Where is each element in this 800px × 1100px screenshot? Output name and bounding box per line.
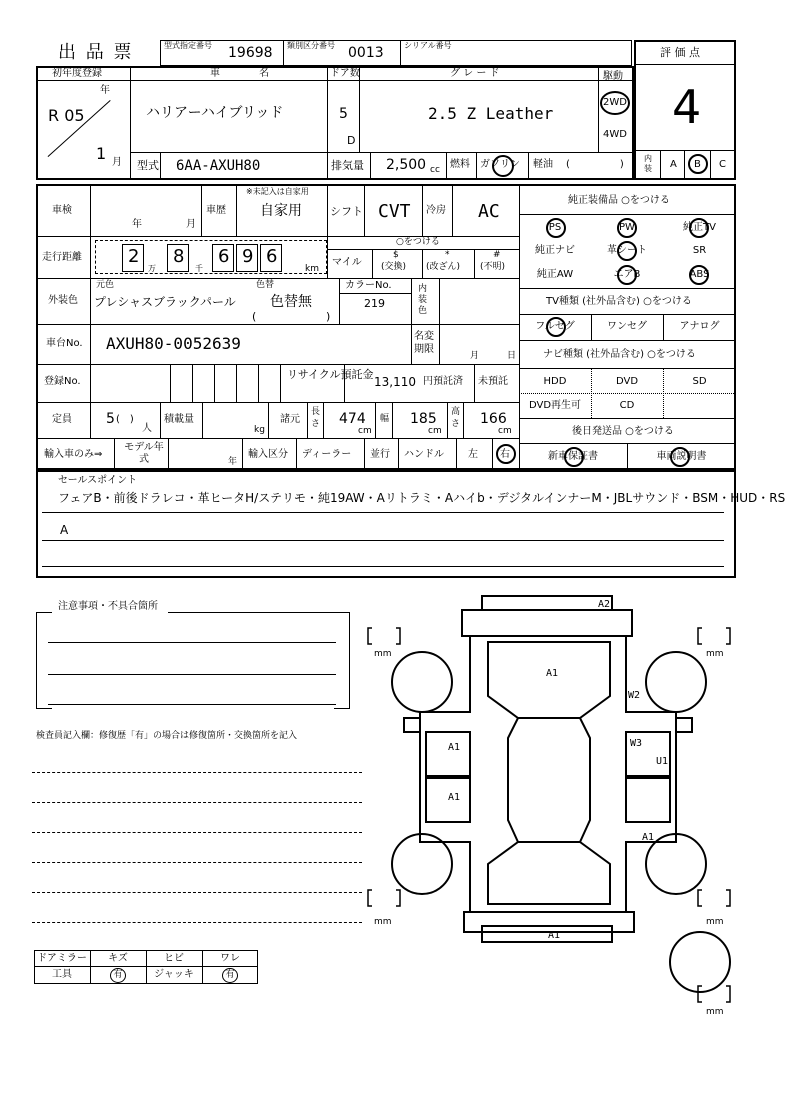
mileage-man: 万 [148,264,156,273]
recolor-label: 色替 [256,280,275,290]
name-change-day: 日 [507,351,517,361]
tv-fullseg: フルセグ [535,321,575,332]
docs-warranty: 新車保証書 [548,451,598,462]
mm-label-front-right: mm [706,649,724,659]
doors-sub: D [347,134,356,147]
mm-label-front-left: mm [374,649,392,659]
mirror-right [676,718,692,732]
reg-year: R 05 [48,106,85,125]
capacity-unit: 人 [142,423,152,434]
navi-title: ナビ種類 (社外品含む) ○をつける [543,349,696,360]
legend-break: ワレ [220,953,240,964]
model-year-unit: 年 [228,457,238,467]
interior-b: B [694,159,701,170]
grade-value: 2.5 Z Leather [428,104,554,123]
mileage-check-label: ○をつける [396,237,440,247]
mileage-mile: マイル [332,257,362,268]
recycle-label: リサイクル預託金 [287,368,374,381]
rear-bumper-lower [482,926,612,942]
equip-leather: 革シート [607,245,647,256]
interior-color-label: 内装色 [418,284,428,316]
interior-c: C [719,159,726,170]
chassis-label: 車台No. [46,338,83,349]
height-label: 高さ [451,407,461,429]
capacity-label: 定員 [52,414,72,425]
type-no-value: 19698 [228,45,273,61]
name-change-month: 月 [470,351,480,361]
mileage-digit: 8 [173,246,185,267]
sales-line-2: A [60,523,69,537]
cc-unit: cc [430,165,440,175]
sales-label: セールスポイント [58,475,138,486]
size-label: 諸元 [280,414,300,425]
doors-label: ドア数 [330,68,360,79]
drive-2wd-circle [600,91,630,115]
original-color-label: 元色 [96,280,115,290]
legend-crack: ヒビ [164,953,184,964]
inspection-month-unit: 月 [186,219,196,230]
tv-analog: アナログ [679,321,720,332]
shift-value: CVT [378,201,411,222]
docs-manual: 車両説明書 [656,451,707,462]
fuel-paren: ( ) [566,159,624,170]
equip-abs: ABS [689,269,710,280]
caution-label: 注意事項・不具合箇所 [58,601,158,612]
trunk-panel [488,842,610,904]
import-dealer: ディーラー [302,449,352,460]
handle-left: 左 [468,449,478,460]
car-damage-diagram [360,592,740,1022]
equip-tv: 純正TV [683,222,716,233]
legend-door-mirror: ドアミラー [37,953,87,964]
first-reg-label: 初年度登録 [52,68,102,79]
equipment-title: 純正装備品 ○をつける [568,195,670,206]
doors-value: 5 [339,106,348,122]
length-cm: cm [358,426,372,436]
legend-jack-have: 有 [225,970,235,980]
color-no-label: カラーNo. [345,280,392,291]
length-value: 474 [339,411,366,427]
mm-label-rear-left: mm [374,917,392,927]
inspection-year-unit: 年 [132,219,142,230]
equip-sr: SR [692,245,707,256]
exchange-label: (交換) [381,262,407,272]
import-label: 輸入車のみ⇒ [44,449,103,460]
model-value: 6AA-AXUH80 [176,158,261,174]
length-label: 長さ [311,407,321,429]
load-label: 積載量 [164,414,194,425]
mark-front-bumper: A2 [598,599,611,610]
front-bumper [482,596,612,610]
mm-label-spare: mm [706,1007,724,1017]
mark-right-rear-quarter: A1 [642,832,655,843]
mileage-label: 走行距離 [42,252,82,263]
tv-title: TV種類 (社外品含む) ○をつける [546,296,692,307]
interior-label: 内装 [644,154,652,173]
inspector-label: 検査員記入欄：修復歴「有」の場合は修復箇所・交換箇所を記入 [36,731,298,741]
car-name-label: 車 名 [210,68,288,79]
sales-box [36,470,736,578]
month-unit: 月 [112,157,122,168]
page-title: 出 品 票 [58,42,134,63]
tv-oneseg: ワンセグ [607,321,647,332]
mark-left-front-door: A1 [448,742,461,753]
mileage-digit: 2 [128,246,140,267]
fuel-label: 燃料 [450,159,470,170]
handle-label: ハンドル [404,449,444,460]
shift-label: シフト [330,205,363,218]
width-cm: cm [428,426,442,436]
exterior-label: 外装色 [48,295,78,306]
unknown-symbol: # [493,250,501,260]
mileage-km: km [305,264,319,274]
wheel-left-front [392,652,452,712]
capacity-paren: ( ) [116,414,134,425]
mirror-left [404,718,420,732]
import-class-label: 輸入区分 [248,449,288,460]
ac-value: AC [478,201,500,222]
serial-label: シリアル番号 [404,41,452,50]
chassis-value: AXUH80-0052639 [106,334,241,353]
interior-b-circle [688,154,708,174]
hood-panel [488,642,610,718]
displacement-label: 排気量 [331,159,364,172]
recolor-paren-close: ) [326,310,331,323]
door-left-front [426,732,470,776]
equip-aw: 純正AW [536,269,574,280]
history-label: 車歴 [206,205,226,216]
drive-2wd: 2WD [603,97,627,108]
equip-pw: PW [619,222,635,233]
history-value: 自家用 [260,203,302,219]
handle-right-circle [496,444,516,464]
recycle-value: 13,110 [374,375,416,389]
caution-box [36,612,350,708]
interior-a: A [670,159,677,170]
mark-hood: A1 [546,668,559,679]
recycle-unpaid: 未預託 [478,376,508,387]
unknown-label: (不明) [480,262,506,272]
front-bumper-upper [462,610,632,636]
capacity-value: 5 [106,411,115,427]
reg-no-label: 登録No. [44,376,81,387]
inspection-label: 車検 [52,205,72,216]
rating-label: 評 価 点 [660,46,700,59]
mark-right-front-glass: W3 [630,738,643,749]
roof-panel [508,718,590,842]
history-note: ※未記入は自家用 [246,187,309,196]
handle-right: 右 [500,449,510,460]
height-value: 166 [480,411,507,427]
width-label: 幅 [380,414,390,424]
model-label: 型式 [137,159,159,172]
sales-line-1: フェアB・前後ドラレコ・革ヒータH/ステリモ・純19AW・Aリトラミ・Aハイb・デジタルインナーM・JBLサウンド・BSM・HUD・RS [58,491,786,505]
legend-jack: ジャッキ [154,969,194,980]
width-value: 185 [410,411,437,427]
height-cm: cm [498,426,512,436]
navi-dvd: DVD [615,376,639,387]
equip-airbag: エアB [613,269,641,280]
navi-hdd: HDD [543,376,567,387]
year-unit: 年 [100,85,110,96]
ac-label: 冷房 [426,205,446,216]
fuel-gasoline: ガソリン [480,159,520,170]
mark-right-front-door: U1 [656,756,669,767]
displacement-value: 2,500 [386,157,427,173]
wheel-spare [670,932,730,992]
rear-bumper-upper [464,912,634,932]
mileage-sen: 千 [195,264,203,273]
reg-month: 1 [96,144,107,163]
navi-cd: CD [619,400,635,411]
drive-4wd: 4WD [603,129,627,140]
mark-left-rear-door: A1 [448,792,461,803]
model-year-label: モデル年式 [124,442,164,465]
original-color: プレシャスブラックパール [94,295,236,309]
fuel-diesel: 軽油 [533,159,553,170]
mileage-digit: 9 [242,246,254,267]
class-no-label: 類別区分番号 [287,41,335,50]
fuel-circle [492,155,514,177]
legend-scratch: キズ [108,953,128,964]
legend-tools: 工具 [52,969,72,980]
door-right-rear [626,778,670,822]
recolor-value: 色替無 [270,294,312,310]
grade-label: グ レ ー ド [450,68,500,79]
load-kg: kg [254,425,265,435]
tamper-label: (改ざん) [426,262,461,272]
docs-title: 後日発送品 ○をつける [572,426,674,437]
navi-dvd-play: DVD再生可 [528,400,582,411]
import-parallel: 並行 [370,449,390,460]
type-no-label: 型式指定番号 [164,41,212,50]
tamper-symbol: * [445,250,450,260]
navi-sd: SD [692,376,707,387]
mileage-digit: 6 [218,246,230,267]
recolor-paren-open: ( [252,310,257,323]
drive-label: 駆動 [603,71,623,82]
name-change-label: 名変期限 [414,331,434,355]
legend-tools-have: 有 [113,970,123,980]
wheel-right-front [646,652,706,712]
color-no: 219 [364,297,385,310]
mark-rear-bumper: A1 [548,930,561,941]
mileage-digit: 6 [266,246,278,267]
rating-value: 4 [672,80,702,134]
equip-ps: PS [548,222,562,233]
class-no-value: 0013 [348,45,384,61]
car-name: ハリアーハイブリッド [146,105,284,121]
exchange-symbol: $ [393,250,399,260]
recycle-status: 円預託済 [423,376,463,387]
mark-windshield: W2 [628,690,641,701]
equip-navi: 純正ナビ [535,245,575,256]
mm-label-rear-right: mm [706,917,724,927]
